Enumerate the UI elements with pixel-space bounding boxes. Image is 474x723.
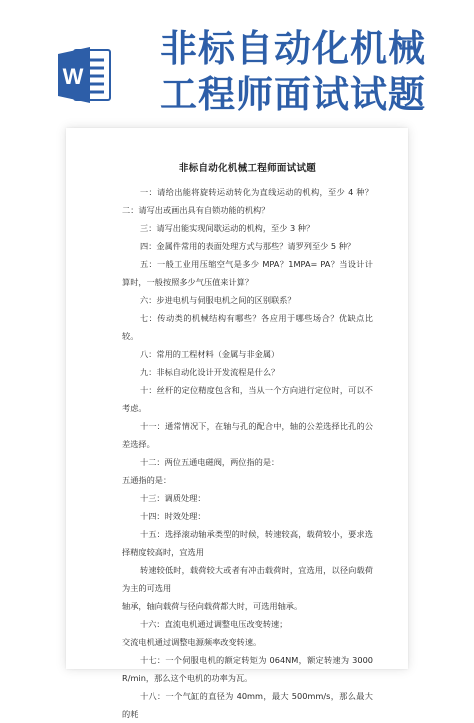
banner-title: 非标自动化机械工程师面试试题 [160,27,426,116]
document-body [122,183,373,723]
question-6: 六：步进电机与伺服电机之间的区别联系？ [140,295,296,305]
question-18: 十八：一个气缸的直径为 40mm，最大 500mm/s，那么最大的耗 [122,691,373,719]
question-9: 九：非标自动化设计开发流程是什么？ [140,367,280,377]
question-14: 十四：时效处理： [140,511,206,521]
question-11: 十一：通常情况下，在轴与孔的配合中，轴的公差选择比孔的公差选择。 [122,421,373,449]
question-1-2: 一：请给出能将旋转运动转化为直线运动的机构，至少 4 种？二：请写出或画出具有自锁功能的机构？ [122,187,373,215]
question-10: 十：丝杆的定位精度包含和，当从一个方向进行定位时，可以不考虑。 [122,385,373,413]
question-3: 三：请写出能实现间歇运动的机构，至少 3 种？ [140,223,315,233]
question-15: 十五：选择滚动轴承类型的时候，转速较高，载荷较小，要求选择精度较高时，宜选用 [122,529,373,557]
question-13: 十三：调质处理： [140,493,206,503]
banner [0,0,474,120]
question-15-continued: 转速较低时，载荷较大或者有冲击载荷时，宜选用，以径向载荷为主的可选用 [122,565,373,593]
word-document-icon [58,44,112,106]
question-12-continued: 五通指的是： [122,475,172,485]
question-17: 十七：一个伺服电机的额定转矩为 064NM，额定转速为 3000R/min，那么这个电机的功率为瓦。 [122,655,373,683]
question-8: 八：常用的工程材料（金属与非金属） [140,349,280,359]
question-15-end: 轴承，轴向载荷与径向载荷都大时，可选用轴承。 [122,601,303,611]
question-16-continued: 交流电机通过调整电源频率改变转速。 [122,637,262,647]
question-12: 十二：两位五通电磁阀，两位指的是： [140,457,280,467]
question-7: 七：传动类的机械结构有哪些？各应用于哪些场合？优缺点比较。 [122,313,373,341]
question-4: 四：金属件常用的表面处理方式与那些？请罗列至少 5 种？ [140,241,356,251]
question-5: 五：一般工业用压缩空气是多少 MPA？1MPA= PA？当设计计算时，一般按照多少气压值来计算？ [122,259,373,287]
document-page [66,128,408,719]
document-title: 非标自动化机械工程师面试试题 [178,163,317,174]
question-16: 十六：直流电机通过调整电压改变转速； [140,619,288,629]
word-icon-letter: W [62,64,84,89]
